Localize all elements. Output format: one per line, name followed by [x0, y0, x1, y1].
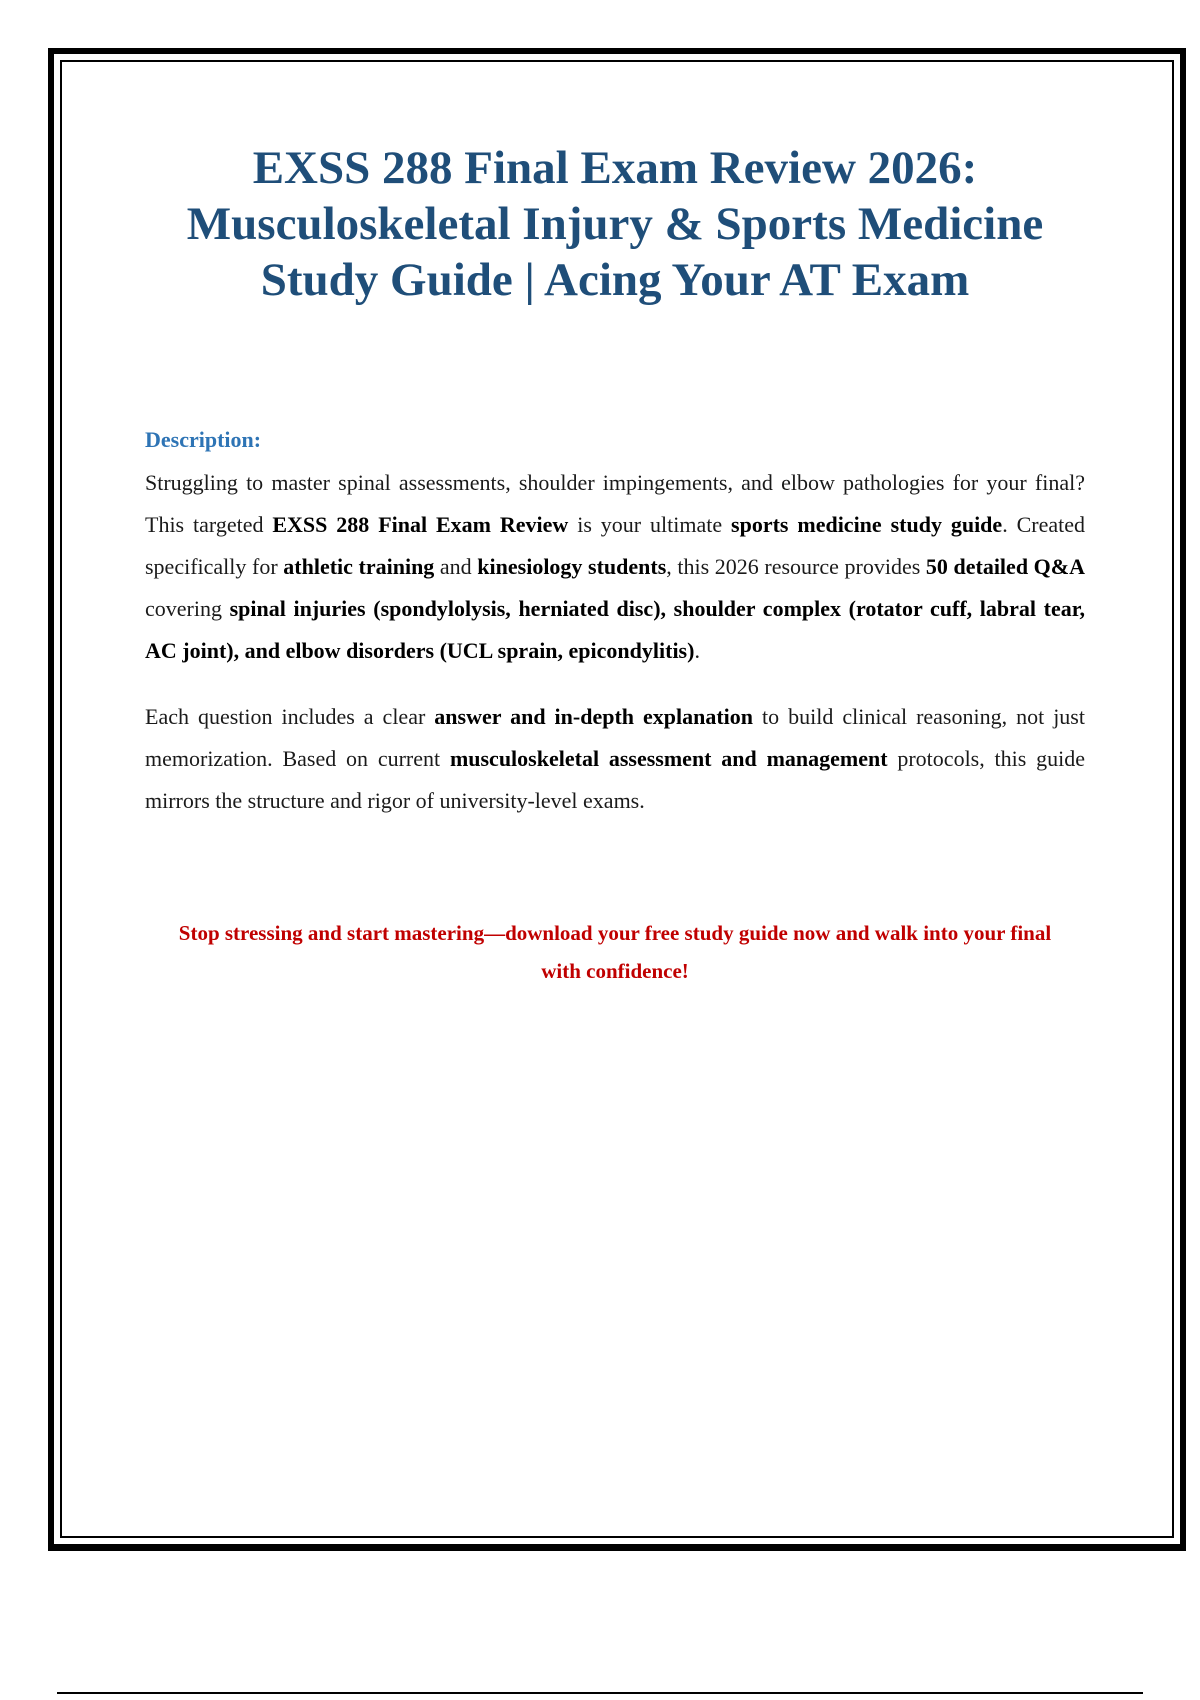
call-to-action	[145, 914, 1085, 990]
p1-text-2: is your ultimate	[568, 512, 732, 537]
p1-text-5: , this 2026 resource provides	[666, 554, 926, 579]
p1-bold-course: EXSS 288 Final Exam Review	[272, 512, 569, 537]
document-title	[145, 140, 1085, 308]
title-line-2: Musculoskeletal Injury & Sports Medicine	[186, 198, 1044, 250]
document-content	[145, 140, 1085, 990]
p2-bold-assessment: musculoskeletal assessment and management	[449, 746, 888, 771]
title-line-1: EXSS 288 Final Exam Review 2026:	[252, 142, 978, 194]
p2-text-1: Each question includes a clear	[145, 704, 435, 729]
p2-bold-explanation: answer and in-depth explanation	[434, 704, 754, 729]
cta-line-2: with confidence!	[541, 959, 689, 983]
p1-text-4: and	[434, 554, 478, 579]
p1-bold-kinesiology: kinesiology students	[477, 554, 667, 579]
p2-text-3: protocols, this guide mirrors the structure and rigor of university-level exams.	[145, 746, 1085, 813]
p1-text-7: .	[694, 638, 700, 663]
p1-bold-qa-count: 50 detailed Q&A	[925, 554, 1085, 579]
p1-bold-topics: spinal injuries (spondylolysis, herniated disc), shoulder complex (rotator cuff, labral tear, AC joint), and elbow disorders (UCL sprain, epicondylitis)	[145, 596, 1085, 663]
p1-text-6: covering	[145, 596, 230, 621]
p1-bold-study-guide: sports medicine study guide	[731, 512, 1003, 537]
p2-text-2: to build clinical reasoning, not just memorization. Based on current	[145, 704, 1085, 771]
description-paragraph-2	[145, 696, 1085, 822]
p1-text-3: . Created specifically for	[145, 512, 1085, 579]
description-paragraph-1	[145, 462, 1085, 672]
p1-bold-athletic-training: athletic training	[283, 554, 435, 579]
cta-line-1: Stop stressing and start mastering—download your free study guide now and walk into your final	[178, 921, 1052, 945]
title-line-3: Study Guide | Acing Your AT Exam	[260, 254, 970, 306]
p1-text-1: Struggling to master spinal assessments, shoulder impingements, and elbow pathologies for your final? This targeted	[145, 470, 1085, 537]
footer-rule	[57, 1692, 1143, 1694]
description-label: Description:	[145, 427, 262, 452]
